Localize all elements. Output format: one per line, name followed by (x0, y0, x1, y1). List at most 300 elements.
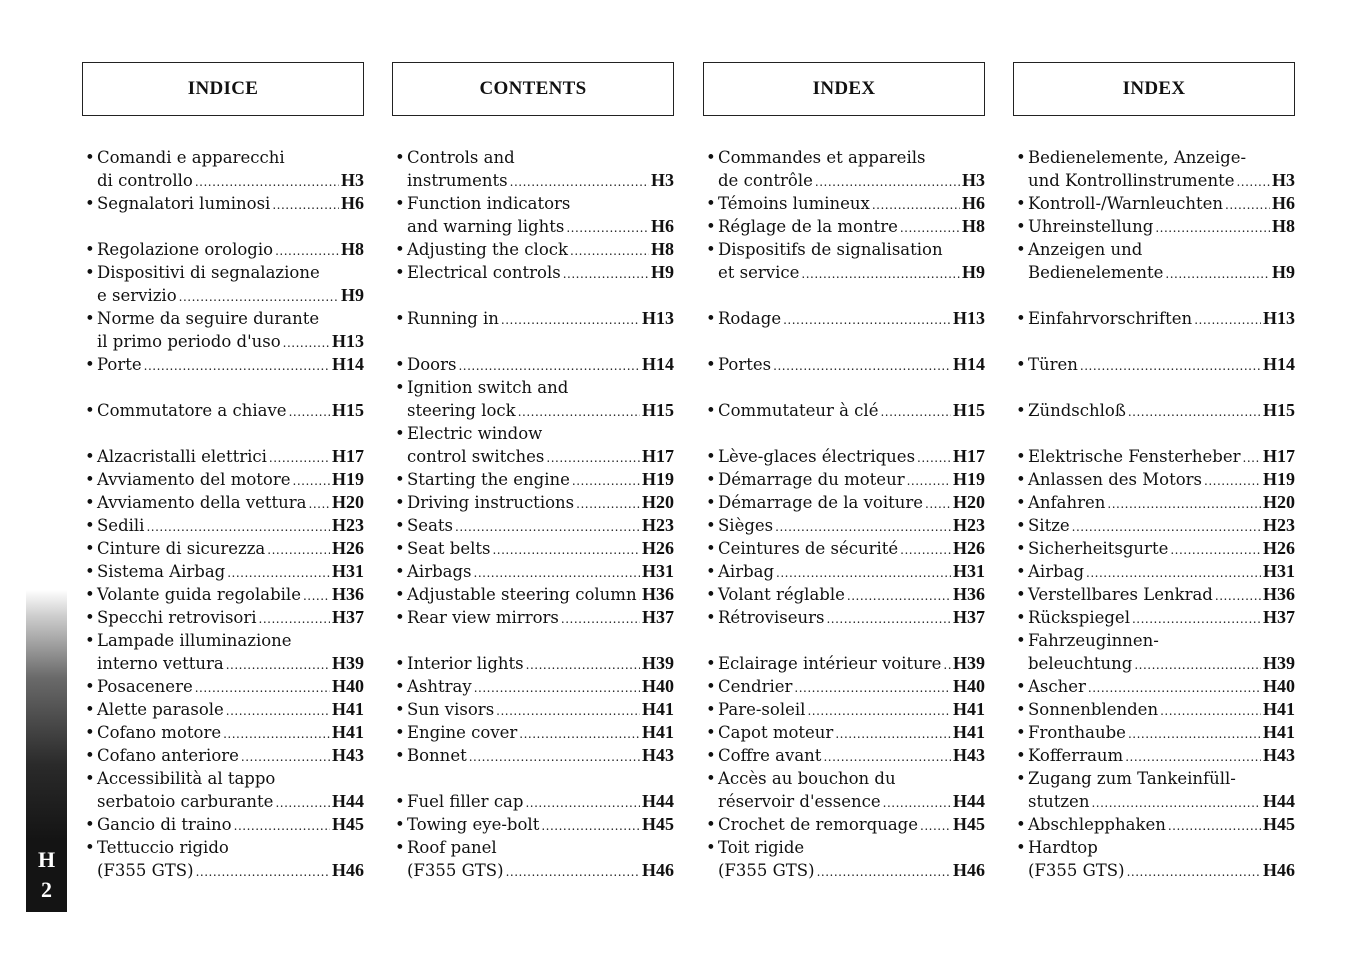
dot-leader (469, 744, 640, 769)
dot-leader (570, 238, 649, 263)
dot-leader (817, 859, 951, 884)
dot-leader (293, 468, 330, 493)
entry-title: Pare-soleil (718, 700, 806, 719)
entry-title: Comandi e apparecchi (97, 148, 285, 167)
toc-entry[interactable] (394, 537, 674, 560)
toc-entry[interactable] (394, 353, 674, 376)
toc-entry[interactable] (84, 813, 364, 836)
page-ref: H46 (641, 860, 674, 880)
page-ref: H6 (650, 216, 674, 236)
entry-title: Démarrage de la voiture (718, 493, 924, 512)
page-ref: H31 (641, 561, 674, 581)
toc-entry[interactable] (705, 836, 985, 882)
toc-entry[interactable] (394, 813, 674, 836)
bullet-icon: • (395, 470, 405, 489)
dot-leader (1236, 169, 1270, 194)
dot-leader (572, 468, 640, 493)
dot-leader (1134, 652, 1261, 677)
entry-title: Kofferraum (1028, 746, 1124, 765)
entry-title: Sièges (718, 516, 774, 535)
dot-leader (1128, 721, 1261, 746)
entry-title: Dispositifs de signalisation (718, 240, 943, 259)
page-ref: H40 (1262, 676, 1295, 696)
toc-entry[interactable] (394, 146, 674, 192)
toc-entry[interactable] (394, 261, 674, 284)
bullet-icon: • (1016, 838, 1026, 857)
toc-entry[interactable] (84, 468, 364, 491)
toc-entry[interactable] (1015, 583, 1295, 606)
bullet-icon: • (395, 240, 405, 259)
entry-title: Uhreinstellung (1028, 217, 1154, 236)
dot-leader (146, 514, 330, 539)
page-ref: H41 (641, 699, 674, 719)
column-header: INDICE (82, 62, 364, 116)
dot-leader (269, 445, 330, 470)
bullet-icon: • (1016, 746, 1026, 765)
toc-entry[interactable] (394, 652, 674, 675)
bullet-icon: • (395, 539, 405, 558)
toc-entry[interactable] (394, 192, 674, 238)
dot-leader (458, 353, 640, 378)
entry-title: Norme da seguire durante (97, 309, 320, 328)
column-fr (703, 62, 985, 880)
toc-entry[interactable] (705, 537, 985, 560)
dot-leader (546, 445, 640, 470)
page-ref: H19 (952, 469, 985, 489)
toc-entry[interactable] (394, 583, 674, 606)
page-ref: H40 (952, 676, 985, 696)
toc-entry[interactable] (1015, 399, 1295, 422)
toc-entry[interactable] (705, 583, 985, 606)
dot-leader (920, 813, 951, 838)
dot-leader (1204, 468, 1261, 493)
toc-entry[interactable] (394, 698, 674, 721)
toc-entry[interactable] (1015, 629, 1295, 675)
toc-entry[interactable] (84, 836, 364, 882)
toc-entry[interactable] (1015, 537, 1295, 560)
page-ref: H6 (961, 193, 985, 213)
toc-entry[interactable] (394, 744, 674, 767)
toc-entry[interactable] (84, 560, 364, 583)
toc-entry[interactable] (705, 353, 985, 376)
toc-entry[interactable] (705, 721, 985, 744)
page-ref: H31 (331, 561, 364, 581)
dot-leader (847, 583, 951, 608)
entry-title: Hardtop (1028, 838, 1098, 857)
column-header: INDEX (1013, 62, 1295, 116)
bullet-icon: • (1016, 769, 1026, 788)
dot-leader (525, 790, 640, 815)
dot-leader (474, 560, 640, 585)
toc-entry[interactable] (1015, 215, 1295, 238)
bullet-icon: • (1016, 631, 1026, 650)
bullet-icon: • (395, 815, 405, 834)
dot-leader (1132, 606, 1261, 631)
entry-title: Lève-glaces électriques (718, 447, 916, 466)
toc-entry[interactable] (394, 721, 674, 744)
toc-entry[interactable] (84, 261, 364, 307)
dot-leader (474, 675, 640, 700)
bullet-icon: • (85, 539, 95, 558)
entry-title: Rear view mirrors (407, 608, 559, 627)
entry-title: Volante guida regolabile (97, 585, 301, 604)
bullet-icon: • (85, 769, 95, 788)
toc-entry[interactable] (394, 376, 674, 422)
entry-title: (F355 GTS) (1028, 861, 1125, 880)
toc-entry[interactable] (705, 606, 985, 629)
page-ref: H6 (340, 193, 364, 213)
dot-leader (303, 583, 330, 608)
entry-title: Electric window (407, 424, 543, 443)
bullet-icon: • (706, 769, 716, 788)
toc-entry[interactable] (705, 238, 985, 284)
page-ref: H26 (641, 538, 674, 558)
bullet-icon: • (706, 585, 716, 604)
dot-leader (1088, 675, 1261, 700)
entry-title: stutzen (1028, 792, 1090, 811)
toc-entry[interactable] (394, 468, 674, 491)
dot-leader (227, 560, 330, 585)
page-ref: H15 (641, 400, 674, 420)
page-ref: H3 (961, 170, 985, 190)
dot-leader (943, 652, 951, 677)
dot-leader (1128, 399, 1261, 424)
entry-title: Lampade illuminazione (97, 631, 292, 650)
entry-title: und Kontrollinstrumente (1028, 171, 1235, 190)
page-ref: H9 (650, 262, 674, 282)
column-it (82, 62, 364, 880)
toc-entry[interactable] (84, 192, 364, 215)
column-header: INDEX (703, 62, 985, 116)
dot-leader (526, 652, 640, 677)
page-ref: H14 (952, 354, 985, 374)
dot-leader (226, 698, 330, 723)
entry-title: Adjustable steering column (407, 585, 637, 604)
entry-title: Cendrier (718, 677, 793, 696)
dot-leader (563, 261, 649, 286)
page-ref: H8 (650, 239, 674, 259)
toc-entry[interactable] (84, 399, 364, 422)
entry-title: Crochet de remorquage (718, 815, 918, 834)
bullet-icon: • (85, 263, 95, 282)
toc-entry[interactable] (1015, 675, 1295, 698)
page-ref: H20 (641, 492, 674, 512)
bullet-icon: • (395, 493, 405, 512)
page-ref: H37 (331, 607, 364, 627)
page-ref: H23 (952, 515, 985, 535)
column-de (1013, 62, 1295, 880)
bullet-icon: • (395, 378, 405, 397)
page-ref: H17 (641, 446, 674, 466)
dot-leader (773, 353, 951, 378)
entry-title: and warning lights (407, 217, 565, 236)
dot-leader (541, 813, 640, 838)
page-ref: H14 (331, 354, 364, 374)
bullet-icon: • (706, 493, 716, 512)
toc-entry[interactable] (84, 583, 364, 606)
dot-leader (234, 813, 330, 838)
toc-entry[interactable] (1015, 445, 1295, 468)
toc-entry[interactable] (394, 675, 674, 698)
bullet-icon: • (1016, 355, 1026, 374)
toc-entry[interactable] (705, 192, 985, 215)
toc-entry[interactable] (84, 698, 364, 721)
bullet-icon: • (395, 148, 405, 167)
page-ref: H19 (1262, 469, 1295, 489)
entry-title: Roof panel (407, 838, 497, 857)
toc-entry[interactable] (1015, 698, 1295, 721)
page-ref: H14 (641, 354, 674, 374)
dot-leader (283, 330, 330, 355)
bullet-icon: • (395, 309, 405, 328)
bullet-icon: • (85, 562, 95, 581)
section-tab (26, 840, 67, 912)
entry-title: Running in (407, 309, 499, 328)
bullet-icon: • (85, 447, 95, 466)
bullet-icon: • (1016, 608, 1026, 627)
dot-leader (1243, 445, 1261, 470)
bullet-icon: • (1016, 493, 1026, 512)
toc-entry[interactable] (705, 215, 985, 238)
section-letter: H (37, 847, 56, 872)
toc-entry[interactable] (1015, 307, 1295, 330)
page-ref: H45 (331, 814, 364, 834)
dot-leader (272, 192, 339, 217)
entry-title: Sicherheitsgurte (1028, 539, 1169, 558)
entry-title: Seat belts (407, 539, 491, 558)
bullet-icon: • (395, 677, 405, 696)
toc-entry[interactable] (84, 307, 364, 353)
entry-title: Accessibilità al tappo (97, 769, 276, 788)
toc-entry[interactable] (705, 744, 985, 767)
entry-title: di controllo (97, 171, 193, 190)
entry-title: Posacenere (97, 677, 193, 696)
bullet-icon: • (1016, 240, 1026, 259)
entry-title: Démarrage du moteur (718, 470, 905, 489)
entry-title: Capot moteur (718, 723, 834, 742)
page-ref: H39 (331, 653, 364, 673)
entry-title: il primo periodo d'uso (97, 332, 281, 351)
page-ref: H26 (952, 538, 985, 558)
toc-entry[interactable] (84, 675, 364, 698)
toc-entry[interactable] (1015, 146, 1295, 192)
bullet-icon: • (85, 677, 95, 696)
bullet-icon: • (395, 723, 405, 742)
toc-entry[interactable] (394, 238, 674, 261)
toc-entry[interactable] (84, 353, 364, 376)
dot-leader (1127, 859, 1261, 884)
toc-entry[interactable] (1015, 468, 1295, 491)
toc-entry[interactable] (84, 238, 364, 261)
bullet-icon: • (395, 562, 405, 581)
dot-leader (519, 721, 640, 746)
toc-entry[interactable] (394, 606, 674, 629)
toc-entry[interactable] (705, 146, 985, 192)
dot-leader (289, 399, 330, 424)
page-ref: H20 (331, 492, 364, 512)
toc-entry[interactable] (84, 445, 364, 468)
dot-leader (835, 721, 951, 746)
dot-leader (195, 169, 339, 194)
page-ref: H43 (331, 745, 364, 765)
page-ref: H31 (952, 561, 985, 581)
page-ref: H3 (650, 170, 674, 190)
page-ref: H44 (331, 791, 364, 811)
bullet-icon: • (85, 746, 95, 765)
bullet-icon: • (706, 700, 716, 719)
entry-title: Sonnenblenden (1028, 700, 1159, 719)
entry-title: Accès au bouchon du (718, 769, 896, 788)
entry-title: Avviamento del motore (97, 470, 291, 489)
toc-entry[interactable] (84, 767, 364, 813)
page-ref: H26 (331, 538, 364, 558)
entry-title: Fuel filler cap (407, 792, 524, 811)
toc-entry[interactable] (394, 836, 674, 882)
toc-entry[interactable] (84, 629, 364, 675)
toc-entry[interactable] (394, 514, 674, 537)
dot-leader (1170, 537, 1261, 562)
dot-leader (259, 606, 330, 631)
bullet-icon: • (85, 631, 95, 650)
page-number: 2 (41, 877, 52, 902)
toc-entry[interactable] (394, 422, 674, 468)
toc-entry[interactable] (394, 307, 674, 330)
page-ref: H20 (1262, 492, 1295, 512)
page-ref: H43 (641, 745, 674, 765)
entry-title: Doors (407, 355, 457, 374)
entry-title: (F355 GTS) (718, 861, 815, 880)
entry-title: Bonnet (407, 746, 467, 765)
toc-entry[interactable] (705, 445, 985, 468)
page-ref: H17 (1262, 446, 1295, 466)
toc-entry[interactable] (1015, 192, 1295, 215)
entry-title: Fahrzeuginnen- (1028, 631, 1159, 650)
bullet-icon: • (706, 539, 716, 558)
toc-entry[interactable] (84, 491, 364, 514)
entry-title: Porte (97, 355, 142, 374)
toc-entry[interactable] (394, 560, 674, 583)
toc-entry[interactable] (84, 606, 364, 629)
bullet-icon: • (706, 240, 716, 259)
toc-entry[interactable] (84, 146, 364, 192)
dot-leader (195, 675, 330, 700)
toc-entry[interactable] (705, 675, 985, 698)
entry-title: Témoins lumineux (718, 194, 870, 213)
bullet-icon: • (85, 194, 95, 213)
page-ref: H41 (1262, 722, 1295, 742)
entry-title: Sun visors (407, 700, 495, 719)
toc-entry[interactable] (1015, 721, 1295, 744)
toc-entry[interactable] (1015, 744, 1295, 767)
bullet-icon: • (395, 654, 405, 673)
entry-title: Tettuccio rigido (97, 838, 229, 857)
dot-leader (807, 698, 951, 723)
section-tab-gradient (26, 590, 67, 840)
dot-leader (1165, 261, 1270, 286)
entry-title: Towing eye-bolt (407, 815, 540, 834)
dot-leader (196, 859, 330, 884)
entry-title: réservoir d'essence (718, 792, 881, 811)
page-ref: H19 (641, 469, 674, 489)
entry-title: Ignition switch and (407, 378, 569, 397)
toc-entry[interactable] (1015, 836, 1295, 882)
dot-leader (241, 744, 330, 769)
toc-entry[interactable] (705, 560, 985, 583)
bullet-icon: • (85, 723, 95, 742)
toc-entry[interactable] (1015, 353, 1295, 376)
dot-leader (1125, 744, 1261, 769)
dot-leader (794, 675, 951, 700)
entry-title: Avviamento della vettura (97, 493, 307, 512)
toc-entry[interactable] (84, 721, 364, 744)
page-ref: H43 (952, 745, 985, 765)
entry-title: Cofano motore (97, 723, 222, 742)
page-ref: H39 (1262, 653, 1295, 673)
page-ref: H8 (961, 216, 985, 236)
toc-entry[interactable] (84, 514, 364, 537)
toc-entry[interactable] (705, 514, 985, 537)
dot-leader (226, 652, 330, 677)
dot-leader (179, 284, 339, 309)
toc-entry[interactable] (394, 491, 674, 514)
bullet-icon: • (85, 608, 95, 627)
toc-entry[interactable] (1015, 813, 1295, 836)
toc-entry[interactable] (705, 767, 985, 813)
toc-entry[interactable] (1015, 514, 1295, 537)
entry-title: Elektrische Fensterheber (1028, 447, 1241, 466)
bullet-icon: • (706, 723, 716, 742)
entry-title: Türen (1028, 355, 1078, 374)
entry-title: de contrôle (718, 171, 813, 190)
toc-entry[interactable] (84, 744, 364, 767)
page-ref: H20 (952, 492, 985, 512)
page-ref: H41 (331, 722, 364, 742)
entry-title: Eclairage intérieur voiture (718, 654, 942, 673)
column-header: CONTENTS (392, 62, 674, 116)
page-ref: H45 (952, 814, 985, 834)
bullet-icon: • (706, 815, 716, 834)
toc-entry[interactable] (1015, 767, 1295, 813)
toc-entry[interactable] (1015, 238, 1295, 284)
toc-entry[interactable] (1015, 560, 1295, 583)
entry-title: Controls and (407, 148, 515, 167)
toc-entry[interactable] (705, 399, 985, 422)
entry-title: Réglage de la montre (718, 217, 898, 236)
page-ref: H15 (331, 400, 364, 420)
dot-leader (267, 537, 330, 562)
entry-title: Adjusting the clock (407, 240, 568, 259)
page-ref: H41 (641, 722, 674, 742)
toc-entry[interactable] (705, 307, 985, 330)
bullet-icon: • (85, 585, 95, 604)
toc-entry[interactable] (705, 652, 985, 675)
toc-entry[interactable] (705, 698, 985, 721)
toc-entry[interactable] (705, 491, 985, 514)
toc-entry[interactable] (1015, 606, 1295, 629)
page-ref: H13 (1262, 308, 1295, 328)
toc-entry[interactable] (705, 813, 985, 836)
toc-entry[interactable] (394, 790, 674, 813)
toc-entry[interactable] (84, 537, 364, 560)
page-ref: H8 (1271, 216, 1295, 236)
toc-entry[interactable] (1015, 491, 1295, 514)
entry-title: Coffre avant (718, 746, 822, 765)
dot-leader (872, 192, 960, 217)
entry-title: e servizio (97, 286, 177, 305)
page-ref: H39 (641, 653, 674, 673)
bullet-icon: • (85, 700, 95, 719)
toc-entry[interactable] (705, 468, 985, 491)
